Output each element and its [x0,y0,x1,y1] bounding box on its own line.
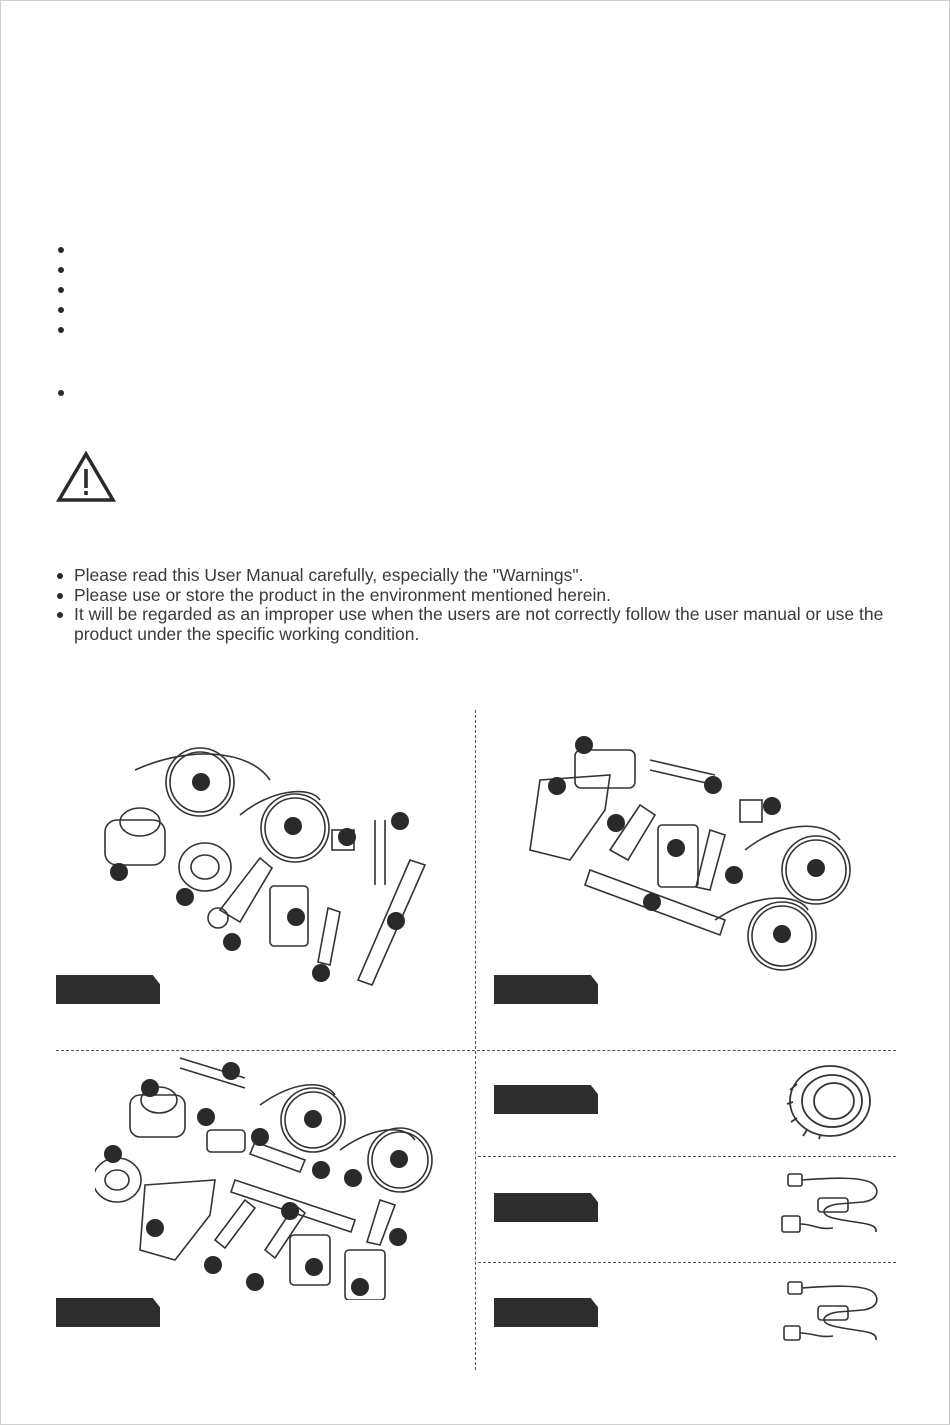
bullet [58,247,64,253]
warning-item: Please use or store the product in the environment mentioned herein. [56,586,896,606]
package-one-illustration [100,740,450,1000]
package-label-tag [494,1085,598,1114]
warning-triangle-icon [56,451,116,503]
horizontal-divider [478,1262,896,1263]
package-two-illustration [510,730,870,980]
package-label-tag [56,975,160,1004]
package-label-tag [494,1298,598,1327]
warning-item: It will be regarded as an improper use when the users are not correctly follow the user manual or use the product under the specific working condition. [56,605,896,644]
power-cable-illustration [778,1278,883,1350]
lens-gear-ring-illustration [785,1062,875,1140]
package-three-illustration [95,1050,435,1300]
horizontal-divider [478,1156,896,1157]
package-label-tag [494,1193,598,1222]
package-label-tag [494,975,598,1004]
bullet [58,390,64,396]
package-label-tag [56,1298,160,1327]
warning-item: Please read this User Manual carefully, especially the "Warnings". [56,566,896,586]
bullet [58,287,64,293]
warnings-list [56,566,896,644]
bullet [58,327,64,333]
bullet [58,307,64,313]
bullet [58,267,64,273]
vertical-divider [475,710,476,1370]
power-cable-illustration [778,1170,883,1242]
